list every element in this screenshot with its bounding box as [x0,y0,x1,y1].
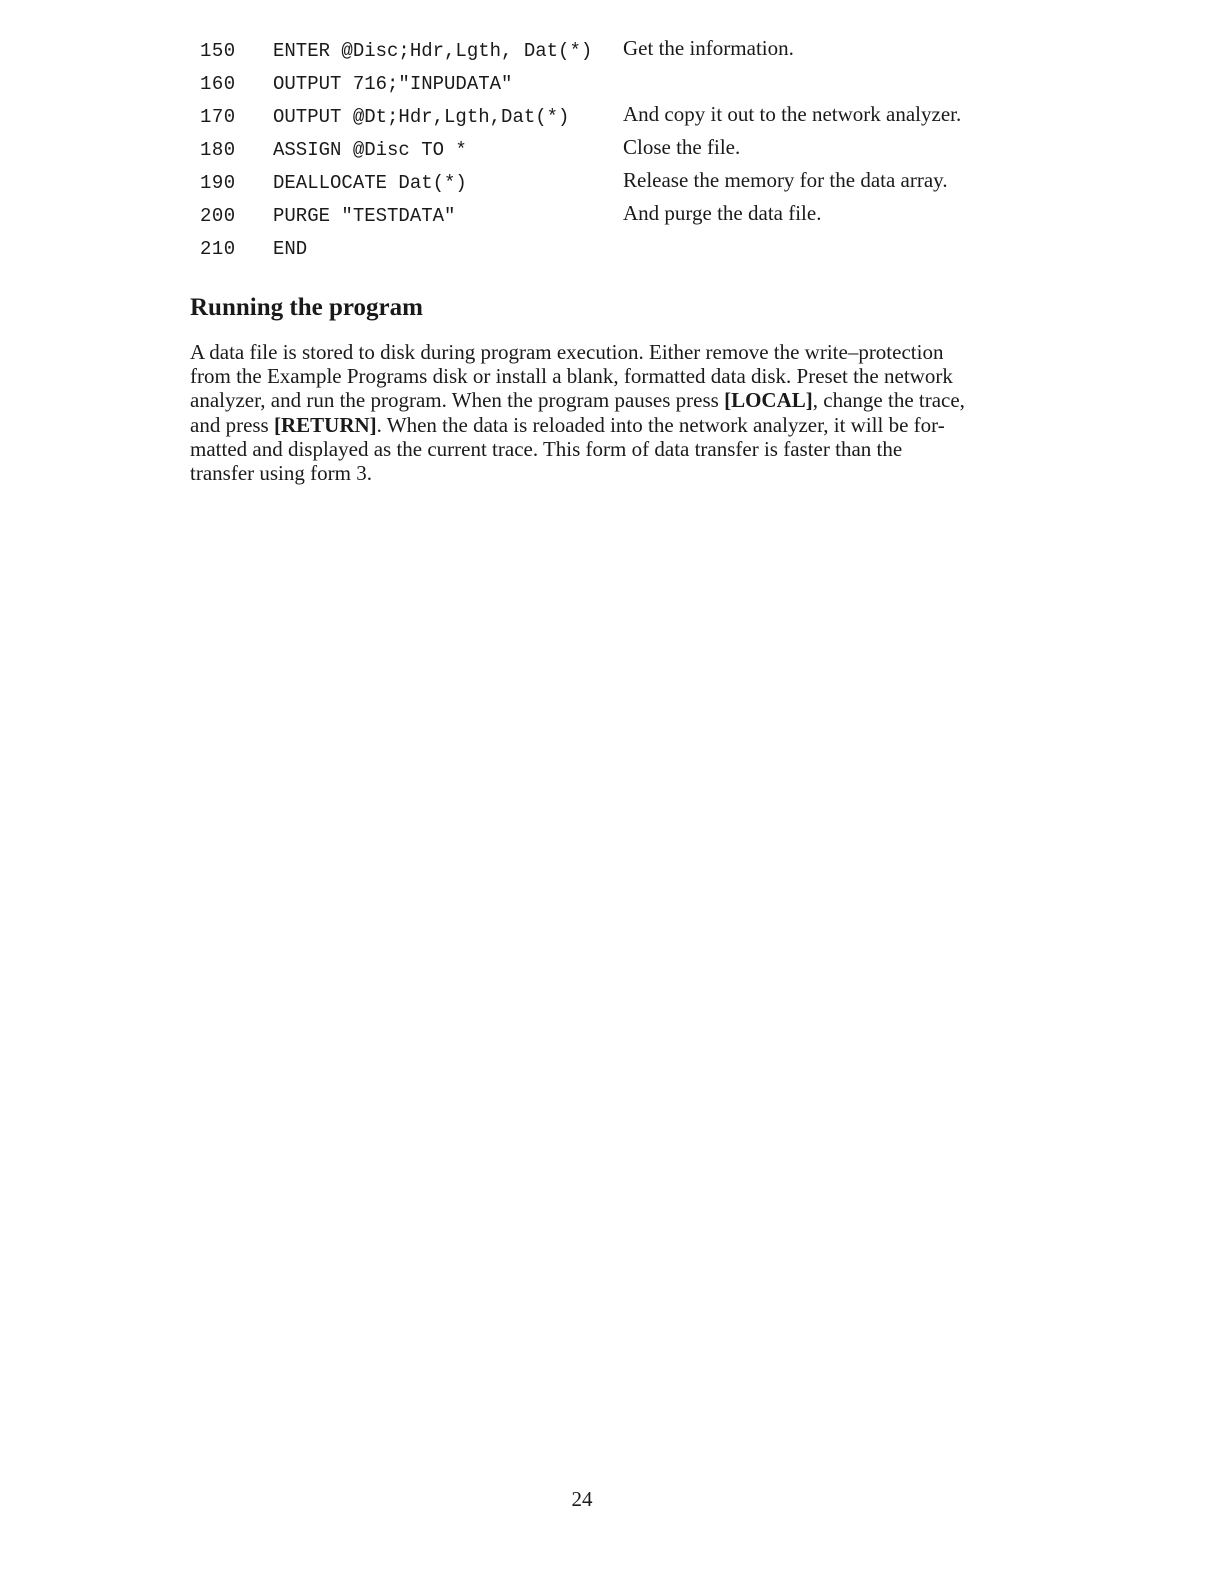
code-row-210 [200,234,1020,267]
code-statement: OUTPUT 716;"INPUDATA" [273,73,513,95]
paragraph-line: from the Example Programs disk or install a blank, formatted data disk. Preset the network [190,364,953,389]
code-row-170 [200,102,1020,135]
code-comment: And purge the data file. [623,201,822,225]
line-number: 190 [200,172,236,194]
code-comment: And copy it out to the network analyzer. [623,102,962,126]
code-statement: PURGE "TESTDATA" [273,205,456,227]
page-number: 24 [571,1487,593,1511]
paragraph-line: matted and displayed as the current trace. This form of data transfer is faster than the [190,436,903,461]
code-comment: Get the information. [623,36,794,60]
text-run: analyzer, and run the program. When the program pauses press [190,388,725,413]
code-row-150 [200,36,1020,69]
code-statement: DEALLOCATE Dat(*) [273,172,467,194]
code-statement: END [273,238,308,260]
line-number: 180 [200,139,236,161]
code-row-190 [200,168,1020,201]
paragraph-line: transfer using form 3. [190,461,372,486]
section-heading: Running the program [190,294,423,321]
code-statement: ASSIGN @Disc TO * [273,139,467,161]
code-row-180 [200,135,1020,168]
code-statement: OUTPUT @Dt;Hdr,Lgth,Dat(*) [273,106,570,128]
text-run: and press [190,412,274,437]
paragraph-line [190,388,1020,412]
key-local: [LOCAL] [724,388,813,413]
line-number: 170 [200,106,236,128]
paragraph-line [190,413,1020,437]
line-number: 200 [200,205,236,227]
paragraph-line: A data file is stored to disk during program execution. Either remove the write–protection [190,340,944,364]
line-number: 150 [200,40,236,62]
code-statement: ENTER @Disc;Hdr,Lgth, Dat(*) [273,40,593,62]
code-row-160 [200,69,1020,102]
body-paragraph [190,340,1020,485]
line-number: 160 [200,73,236,95]
code-comment: Release the memory for the data array. [623,168,948,192]
line-number: 210 [200,238,236,260]
key-return: [RETURN] [273,412,377,437]
code-row-200 [200,201,1020,234]
text-run: , change the trace, [812,388,965,413]
text-run: . When the data is reloaded into the network analyzer, it will be for- [376,412,945,437]
code-comment: Close the file. [623,135,741,159]
code-listing [200,36,1020,267]
